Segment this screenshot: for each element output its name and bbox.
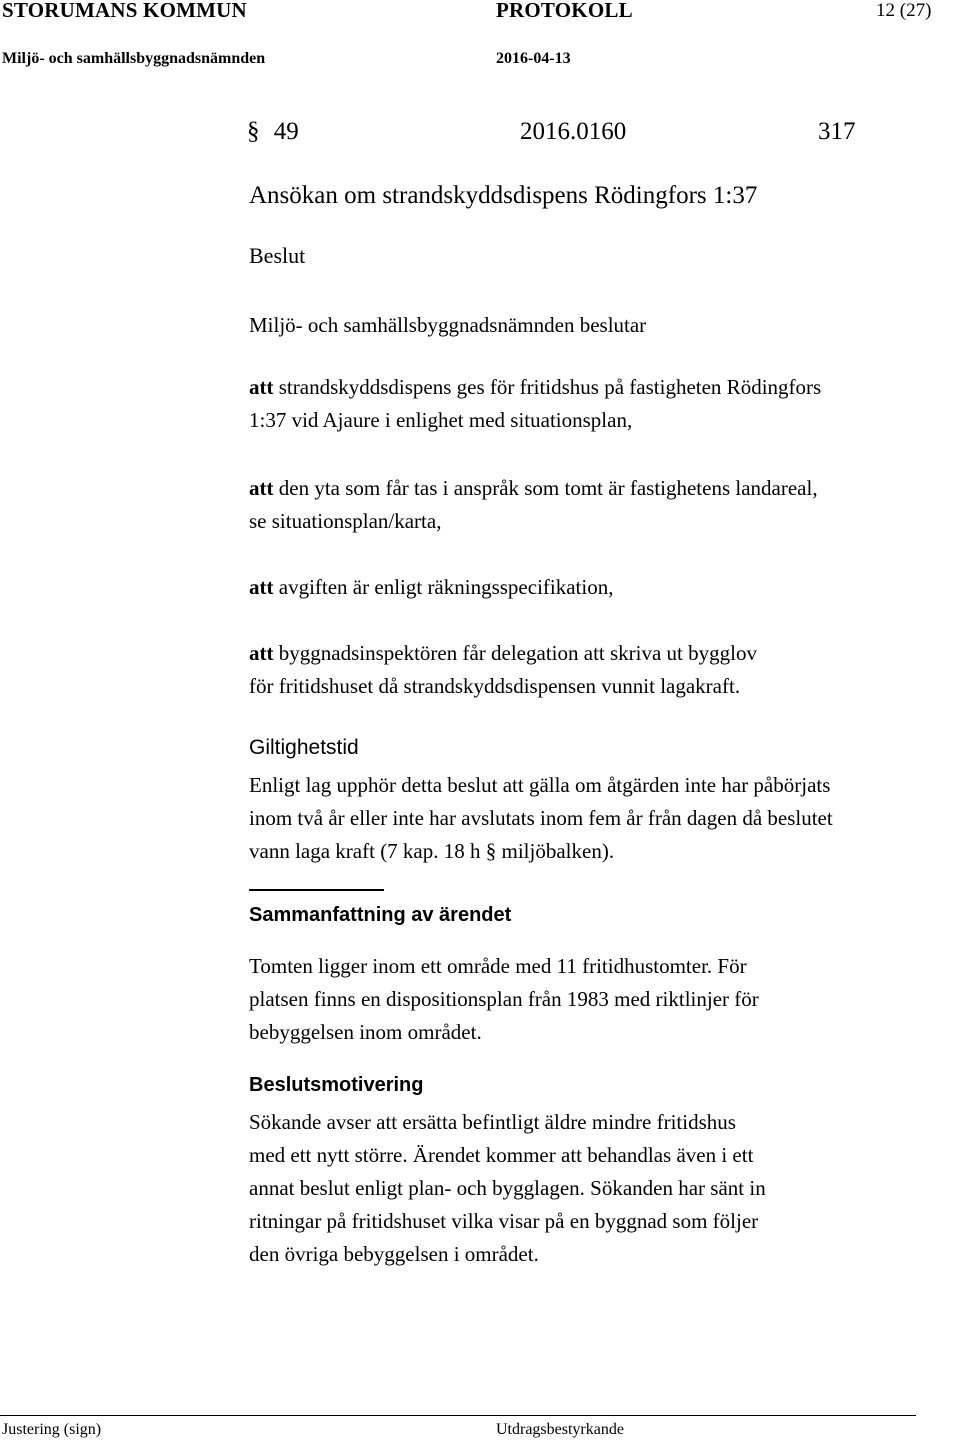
beslut-item-1 bbox=[249, 371, 939, 437]
organization-name: STORUMANS KOMMUN bbox=[2, 0, 247, 22]
document-type: PROTOKOLL bbox=[496, 0, 633, 22]
separator-line bbox=[249, 889, 384, 891]
sammanfattning-text bbox=[249, 950, 939, 1049]
motivering-text bbox=[249, 1106, 939, 1271]
footer-rule bbox=[0, 1415, 916, 1416]
giltighet-line: inom två år eller inte har avslutats inom fem år från dagen då beslutet bbox=[249, 806, 833, 830]
meeting-date: 2016-04-13 bbox=[496, 50, 571, 67]
giltighet-line: Enligt lag upphör detta beslut att gälla om åtgärden inte har påbörjats bbox=[249, 773, 831, 797]
beslut-item-text: byggnadsinspektören får delegation att skriva ut bygglov bbox=[273, 641, 757, 665]
beslut-item-text: avgiften är enligt räkningsspecifikation, bbox=[273, 575, 614, 599]
beslut-item-3 bbox=[249, 571, 939, 604]
beslut-item-text: den yta som får tas i anspråk som tomt är fastighetens landareal, bbox=[273, 476, 818, 500]
sammanfattning-line: bebyggelsen inom området. bbox=[249, 1020, 482, 1044]
section-number: 49 bbox=[273, 118, 299, 145]
motivering-line: Sökande avser att ersätta befintligt äldre mindre fritidshus bbox=[249, 1110, 736, 1134]
att-label: att bbox=[249, 575, 274, 599]
beslut-item-text-cont: se situationsplan/karta, bbox=[249, 509, 442, 533]
giltighet-heading: Giltighetstid bbox=[249, 736, 359, 759]
footer-signature-label: Justering (sign) bbox=[2, 1421, 102, 1438]
motivering-heading: Beslutsmotivering bbox=[249, 1074, 424, 1096]
giltighet-text bbox=[249, 769, 939, 868]
att-label: att bbox=[249, 476, 274, 500]
sammanfattning-heading: Sammanfattning av ärendet bbox=[249, 904, 512, 926]
beslut-item-2 bbox=[249, 472, 939, 538]
motivering-line: annat beslut enligt plan- och bygglagen. Sökanden har sänt in bbox=[249, 1176, 766, 1200]
beslut-heading: Beslut bbox=[249, 243, 306, 268]
sammanfattning-line: platsen finns en dispositionsplan från 1983 med riktlinjer för bbox=[249, 987, 759, 1011]
case-number-line bbox=[247, 118, 299, 146]
case-title: Ansökan om strandskyddsdispens Rödingfors 1:37 bbox=[249, 182, 758, 209]
motivering-line: den övriga bebyggelsen i området. bbox=[249, 1242, 539, 1266]
diary-number: 2016.0160 bbox=[520, 118, 627, 145]
motivering-line: med ett nytt större. Ärendet kommer att behandlas även i ett bbox=[249, 1143, 754, 1167]
section-symbol: § bbox=[485, 839, 497, 863]
section-symbol: § bbox=[247, 118, 260, 145]
beslut-item-text: strandskyddsdispens ges för fritidshus på fastigheten Rödingfors bbox=[273, 375, 822, 399]
giltighet-line-end: miljöbalken). bbox=[496, 839, 615, 863]
motivering-line: ritningar på fritidshuset vilka visar på en byggnad som följer bbox=[249, 1209, 759, 1233]
att-label: att bbox=[249, 375, 274, 399]
footer-certified-label: Utdragsbestyrkande bbox=[496, 1421, 624, 1438]
page-number: 12 (27) bbox=[876, 0, 932, 21]
beslut-intro: Miljö- och samhällsbyggnadsnämnden beslutar bbox=[249, 313, 647, 337]
att-label: att bbox=[249, 641, 274, 665]
beslut-item-text-cont: för fritidshuset då strandskyddsdispensen vunnit lagakraft. bbox=[249, 674, 741, 698]
giltighet-line: vann laga kraft (7 kap. 18 h bbox=[249, 839, 486, 863]
committee-name: Miljö- och samhällsbyggnadsnämnden bbox=[2, 50, 266, 67]
sammanfattning-line: Tomten ligger inom ett område med 11 fritidhustomter. För bbox=[249, 954, 747, 978]
beslut-item-4 bbox=[249, 637, 939, 703]
beslut-item-text-cont: 1:37 vid Ajaure i enlighet med situationsplan, bbox=[249, 408, 633, 432]
reference-number: 317 bbox=[818, 118, 856, 145]
